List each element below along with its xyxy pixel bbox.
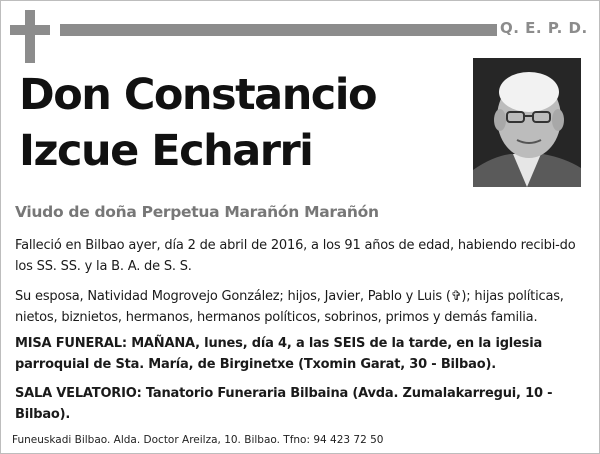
deceased-name-line1: Don Constancio	[19, 70, 377, 120]
spouse-line: Viudo de doña Perpetua Marañón Marañón	[15, 203, 379, 221]
header-rule	[60, 24, 497, 36]
deceased-photo	[473, 58, 581, 187]
qepd-label: Q. E. P. D.	[500, 19, 588, 37]
deceased-name	[19, 67, 459, 179]
funeral-home-footer: Funeuskadi Bilbao. Alda. Doctor Areilza, 10. Bilbao. Tfno: 94 423 72 50	[12, 434, 384, 446]
wake-room-text: SALA VELATORIO: Tanatorio Funeraria Bilbaina (Avda. Zumalakarregui, 10 - Bilbao).	[15, 386, 553, 422]
family-text: Su esposa, Natividad Mogrovejo González; hijos, Javier, Pablo y Luis (✞); hijas políticas, nietos, biznietos, hermanos, hermanos políticos, sobrinos, primos y demás familia.	[15, 289, 564, 325]
deceased-name-line2: Izcue Echarri	[19, 126, 313, 176]
funeral-mass-text: MISA FUNERAL: MAÑANA, lunes, día 4, a las SEIS de la tarde, en la iglesia parroquial de Sta. María, de Birginetxe (Txomin Garat, 30 - Bilbao).	[15, 336, 543, 372]
death-notice-text: Falleció en Bilbao ayer, día 2 de abril de 2016, a los 91 años de edad, habiendo recibi-do los SS. SS. y la B. A. de S. S.	[15, 238, 576, 274]
